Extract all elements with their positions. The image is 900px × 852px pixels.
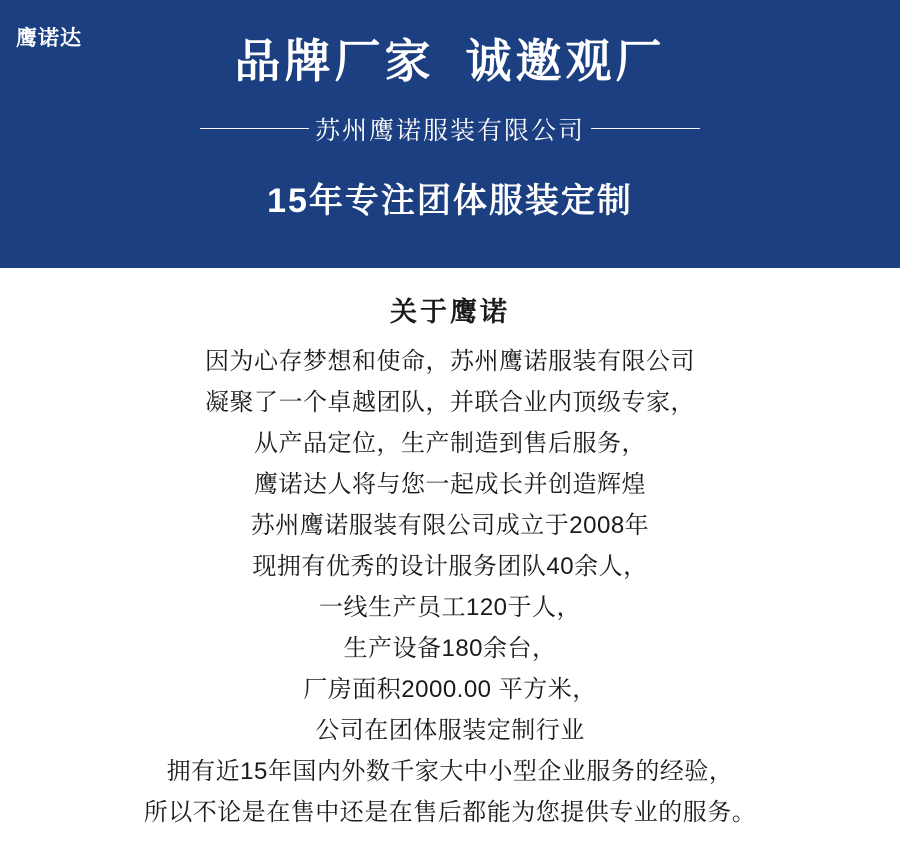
about-line: 拥有近15年国内外数千家大中小型企业服务的经验，: [166, 758, 734, 785]
about-line: 现拥有优秀的设计服务团队40余人，: [252, 553, 648, 580]
brand-logo-text: 鹰诺达: [16, 25, 82, 50]
about-line: 所以不论是在售中还是在售后都能为您提供专业的服务。: [143, 799, 757, 826]
banner-title: 品牌厂家 诚邀观厂: [234, 36, 666, 87]
about-title: 关于鹰诺: [390, 297, 510, 327]
about-line: 厂房面积2000.00 平方米，: [303, 676, 597, 703]
about-line: 因为心存梦想和使命，苏州鹰诺服装有限公司: [205, 348, 695, 375]
about-section: [0, 268, 900, 833]
about-paragraph: [0, 341, 900, 833]
about-line: 凝聚了一个卓越团队，并联合业内顶级专家，: [205, 389, 695, 416]
banner-subtitle: 苏州鹰诺服装有限公司: [315, 116, 586, 145]
divider-right: [591, 128, 700, 129]
divider-left: [200, 128, 309, 129]
about-line: 公司在团体服装定制行业: [315, 717, 585, 744]
banner-subtitle-row: [200, 111, 700, 147]
banner-tagline: 15年专注团体服装定制: [267, 181, 633, 220]
about-line: 从产品定位，生产制造到售后服务，: [254, 430, 646, 457]
about-line: 生产设备180余台，: [343, 635, 557, 662]
about-line: 苏州鹰诺服装有限公司成立于2008年: [250, 512, 650, 539]
about-line: 鹰诺达人将与您一起成长并创造辉煌: [254, 471, 646, 498]
about-line: 一线生产员工120于人，: [318, 594, 582, 621]
banner-content: [0, 0, 900, 268]
hero-banner: [0, 0, 900, 268]
